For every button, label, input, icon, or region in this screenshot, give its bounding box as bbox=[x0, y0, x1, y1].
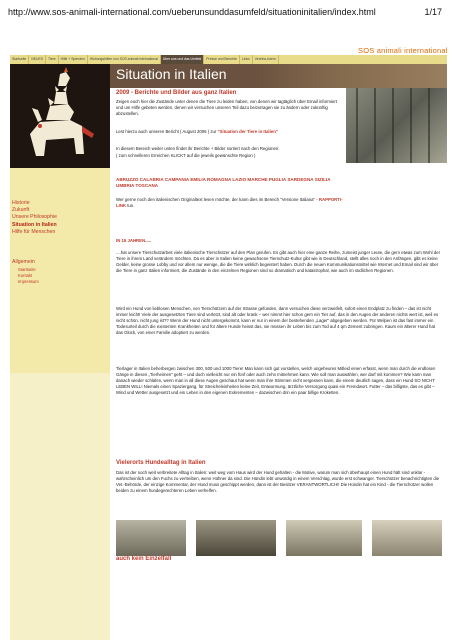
sidebar-sub-startseite[interactable]: Startseite bbox=[18, 267, 36, 272]
paragraph-15-jahren-3: Tierlager in Italien beherbergen zwischen 300, 500 und 1000 Tiere! Man kann sich gut vorstellen, welch ungeheures Mitleid einen erfasst, wenn man durch die endlosen Gänge in diesen „Tierheimen" geht – und doch vielleicht nur ein fünf oder auch zehn mitnehmen kann. Wie soll man auswählen, wer darf mit kommen? Wie kann man danach wieder schlafen, wenn man in all diese Augen geschaut hat wenn man ihre Stimmen nicht vergessen kann, die einem deutlich sagen, dass ein Hund SO NICHT LEBEN WILL! Niemals einen Spaziergang, für Streicheleinheiten keine Zeit, Entwurmung, ärztliche Versorgung quasi ein Fremdwort. Futter – das billigste, das es gibt – Wind und Wetter ausgesetzt und ein Leben in den eigenen Exkrementen – dazwischen drin ein paar billige Kroketten. bbox=[116, 366, 436, 395]
sidebar-subnav bbox=[18, 267, 39, 284]
section-heading-15-jahren: IN 15 JAHREN..... bbox=[116, 238, 152, 243]
document-url: http://www.sos-animali-international.com/ueberunsunddasumfeld/situationinitalien/index.html bbox=[8, 7, 376, 17]
section-heading-hundealltag: Vielerorts Hundealltag in Italien bbox=[116, 460, 206, 466]
dog-photo-4 bbox=[372, 520, 442, 556]
sidebar-item-hilfe-menschen[interactable]: Hilfe für Menschen bbox=[12, 228, 56, 235]
sidebar-item-philosophie[interactable]: Unsere Philosophie bbox=[12, 214, 57, 221]
section-heading-einzelfall: auch kein Einzelfall bbox=[116, 556, 172, 562]
header-decoration bbox=[258, 64, 447, 88]
nav-item-links[interactable]: Links bbox=[240, 55, 253, 64]
sidebar-sub-impressum[interactable]: Impressum bbox=[18, 278, 39, 284]
nav-item-vereins-intern[interactable]: Vereins-Intern bbox=[253, 55, 279, 64]
report-paragraph bbox=[116, 129, 344, 135]
sidebar-sub-kontakt[interactable]: Kontakt bbox=[18, 272, 33, 278]
info-paragraph-2: ( zum schnelleren Erreichen KLICKT auf die jeweils gewünschte Region ) bbox=[116, 153, 256, 158]
caged-dogs-photo bbox=[346, 88, 447, 163]
nav-item-tiere[interactable]: Tiere bbox=[46, 55, 59, 64]
nav-item-hilfe[interactable]: Hilfe + Spenden bbox=[59, 55, 88, 64]
site-brand: SOS animali international bbox=[358, 46, 448, 55]
nav-item-startseite[interactable]: Startseite bbox=[10, 55, 29, 64]
sidebar-nav bbox=[12, 200, 57, 236]
animal-stack-logo-icon bbox=[10, 64, 110, 168]
sidebar-item-historie[interactable]: Historie bbox=[12, 200, 30, 206]
dog-photo-1 bbox=[116, 520, 186, 556]
intro-paragraph: Zeigen euch hier die Zustände unter denen die Tiere zu leiden haben, von denen wir tagtäglich über Email informiert und um Hilfe gebeten werden, denen wir versuchen unseren Teil dazu beizutragen sie zu ändern oder zukünftig abzustellen. bbox=[116, 99, 337, 116]
page-counter: 1/17 bbox=[424, 7, 442, 17]
sidebar-item-zukunft[interactable]: Zukunft bbox=[12, 207, 30, 214]
region-links[interactable]: ABRUZZO CALABRIA CAMPANIA EMILIA ROMAGNA LAZIO MARCHE PUGLIA SARDEGNA SIZILIA UMBRIA TOSCANA bbox=[116, 177, 331, 189]
rapporti-paragraph bbox=[116, 197, 344, 209]
nav-item-presse[interactable]: Presse und Berichte bbox=[204, 55, 240, 64]
nav-item-neues[interactable]: NEUES bbox=[29, 55, 46, 64]
report-prefix: Lest hierzu auch unseren Bericht ( August 2006 ) zur bbox=[116, 129, 218, 134]
page-title: Situation in Italien bbox=[116, 66, 227, 82]
nav-item-wohnungshilfen[interactable]: Wohungshilfen von SOS animali international bbox=[88, 55, 161, 64]
report-link[interactable]: "Situation der Tiere in Italien" bbox=[217, 129, 278, 134]
paragraph-15-jahren-1: ....hat unsere Tierschutzarbeit viele italienische Tierschützer auf den Plan gerufen. Es gibt auch hier eine ganze Reihe, zumeist junger Leute, die gern etwas zum Wohl der Tiere in ihrem Land verändern möchten. Da es aber in Italien keine gewachsene Tierschutz-Kultur gibt wie in Deutschland, stellt alles noch in den Anfängen, gibt es keine Gelder, keine grosse Lobby und vor allem nur wenige, die die Tiere wirklich begeistert haben. Durch die neuen Kommunikationsmittel wie Internet und Email sind wir über die Tiere in ganz Italien informiert, die Zustände in den einzelnen Regionen sind so dramatisch und katastrophal, wie auch im südlichen Regionen. bbox=[116, 250, 441, 273]
top-navbar bbox=[10, 55, 447, 64]
nav-item-ueber-uns[interactable]: Über uns und das Umfeld bbox=[161, 55, 204, 64]
paragraph-hundealltag: Das ist der noch weit verbreitete Alltag in Italien: weit weg vom Haus wird der Hund gehalten - die Motive, warum man sich überhaupt einen Hund hält sind unklar - wahrscheinlich um den Fuchs zu vertreiben, wenn Hühner da sind. Die Hündin lebt unwürdig in einem Verschlag, wurde erst schwanger. Tierschützer benachrichtigten die Vet.-Behörde, der einzige Kommentar, der Hund muss geschippt werden, dann ist der Besitzer VERANTWORTLICH!! Die Hündin hat ein Kind - die Tierschützer wollen beiden zu einem hundegerechteren Leben verhelfen. bbox=[116, 470, 440, 493]
rapporti-suffix: tun. bbox=[126, 203, 135, 208]
hundealltag-photo-row bbox=[116, 520, 442, 556]
section-heading-berichte: 2009 - Berichte und Bilder aus ganz Italien bbox=[116, 90, 237, 96]
info-paragraph-1: In diesem Bereich weiter unten findet ihr Berichte + Bilder sortiert nach den Regionen: bbox=[116, 146, 280, 151]
dog-photo-2 bbox=[196, 520, 276, 556]
sidebar-item-situation-italien[interactable]: Situation in Italien bbox=[12, 221, 57, 228]
sidebar-allgemein-heading: Allgemein bbox=[12, 259, 35, 265]
paragraph-15-jahren-2: Wird ein Hund von lieblosen Menschen, von Tierschützern auf der Strasse gefunden, dann versuchen diese verzweifelt, sofort einen Endplatz zu finden – das ist nicht immer leicht! Viele der ausgesetzten Tiere sind verletzt, sind alt oder krank – wer nimmt hier schon gern ein Tier auf, das in den Augen der anderen nichts wert ist, weil es nicht schön, nicht jung ist?? Wenn der Hund nicht untergekommt, kann er nur in einem der bestehenden „Lager" abgegeben werden. Für Welpen ist das fast immer ein Todesurteil durch die existenten Krankheiten und für ältere Hunde heisst das, sie müssen ihr Leben bis zum Tod auf 4 qm Zement zubringen. Kaum ein älterer Hund hat das Glück, von einer Familie adoptiert zu werden. bbox=[116, 306, 439, 335]
rapporti-prefix: Wer gerne noch den italienischen Originaltext lesen möchte, der kann dies im Bereich "Versione Italiana" - bbox=[116, 197, 319, 202]
rapporti-link[interactable]: RAPPORTI-LINK bbox=[116, 197, 343, 208]
dog-photo-3 bbox=[286, 520, 362, 556]
